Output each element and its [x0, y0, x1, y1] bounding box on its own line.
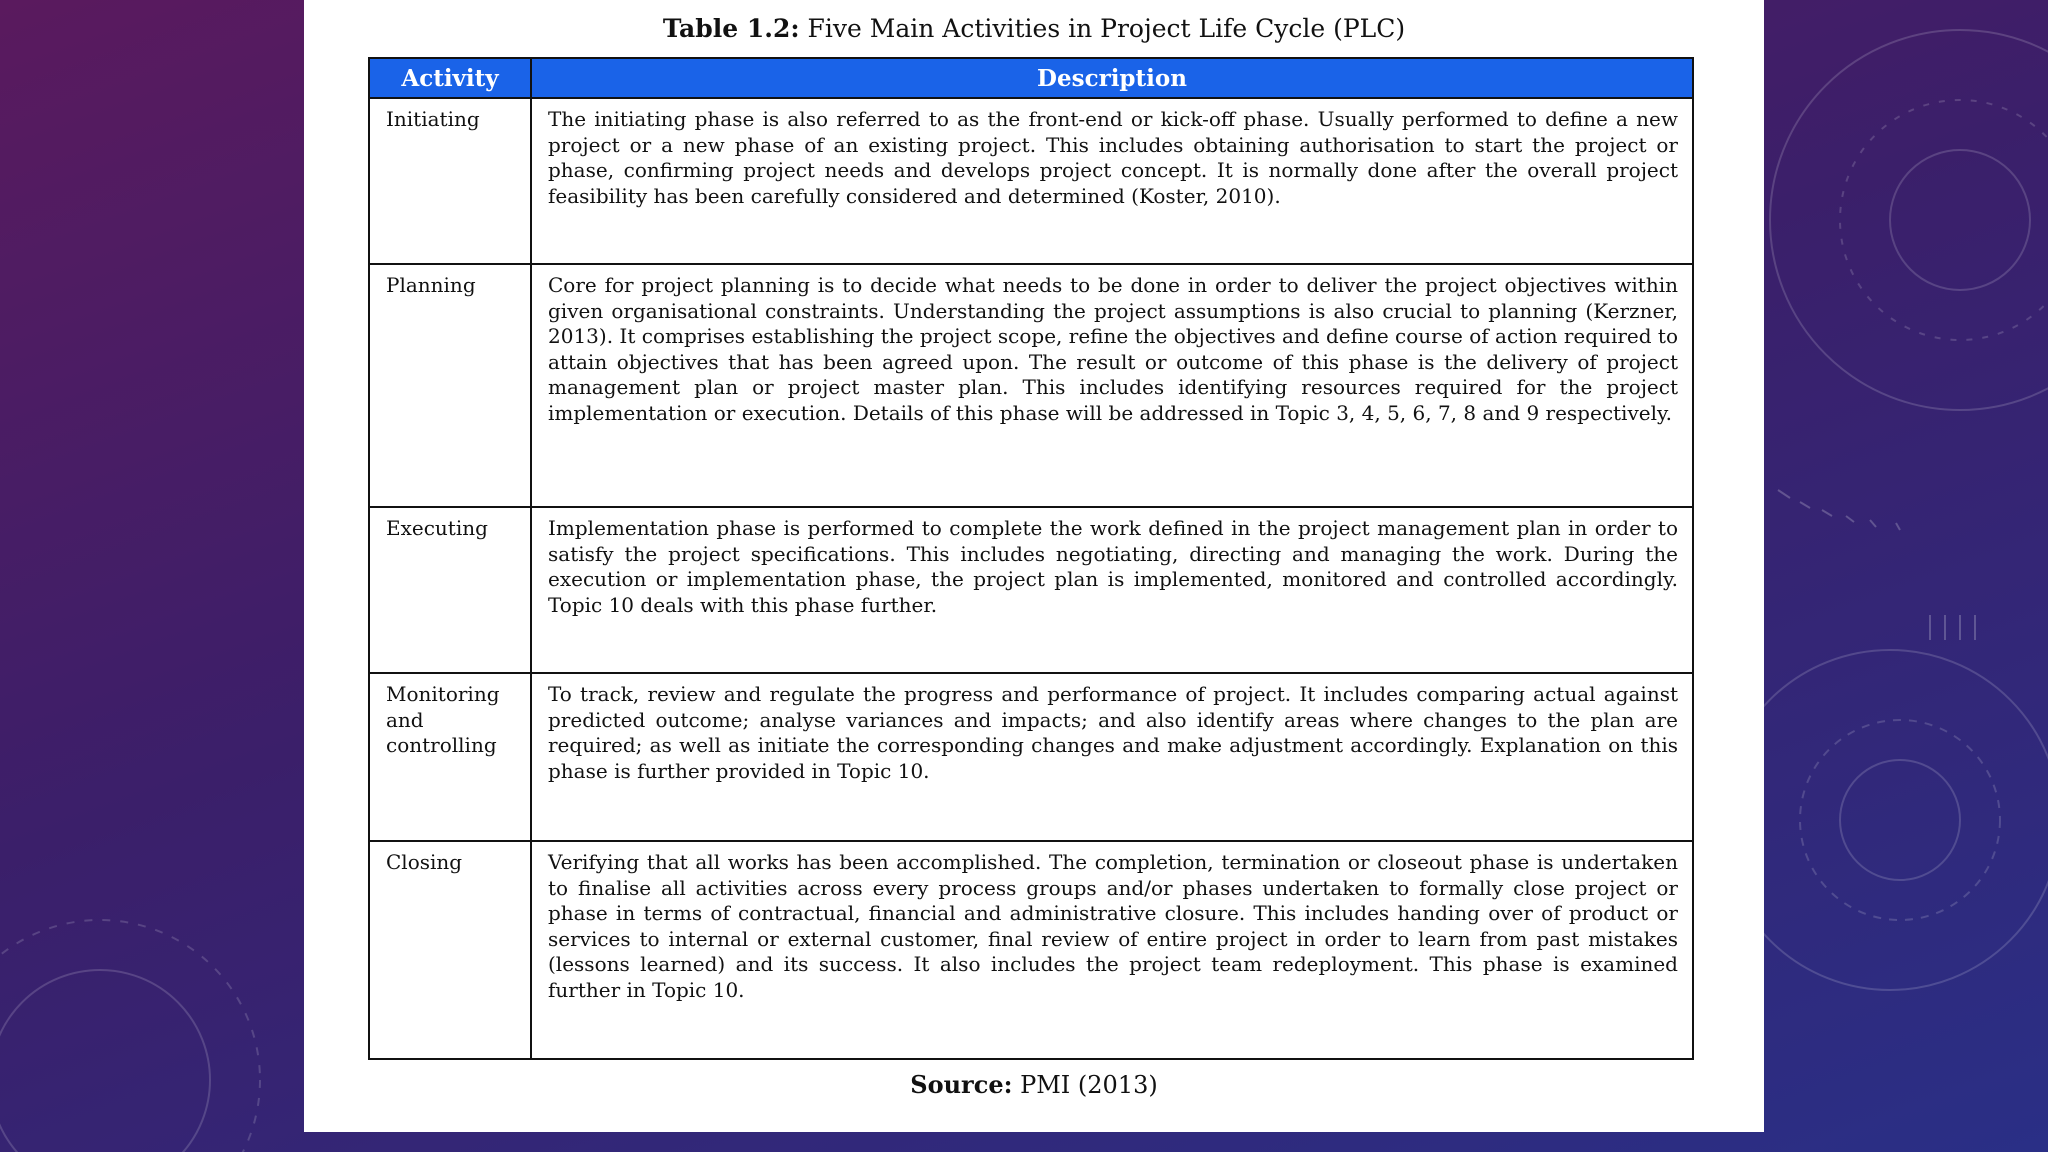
description-cell: To track, review and regulate the progress and performance of project. It includes comparing actual against predicted outcome; analyse variances and impacts; and also identify areas where changes to the plan are required; as well as initiate the corresponding changes and make adjustment accordingly. Explanation on this phase is further provided in Topic 10. [531, 673, 1693, 841]
table-row [369, 98, 1693, 264]
description-cell: Implementation phase is performed to complete the work defined in the project management plan in order to satisfy the project specifications. This includes negotiating, directing and managing the work. During the execution or implementation phase, the project plan is implemented, monitored and controlled accordingly. Topic 10 deals with this phase further. [531, 507, 1693, 673]
table-caption [304, 14, 1764, 43]
description-cell: Verifying that all works has been accomplished. The completion, termination or closeout phase is undertaken to finalise all activities across every process groups and/or phases undertaken to formally close project or phase in terms of contractual, financial and administrative closure. This includes handing over of product or services to internal or external customer, final review of entire project in order to learn from past mistakes (lessons learned) and its success. It also includes the project team redeployment. This phase is examined further in Topic 10. [531, 841, 1693, 1059]
table-source-note [304, 1070, 1764, 1099]
table-header-row [369, 58, 1693, 98]
activity-cell: Closing [369, 841, 531, 1059]
activity-cell: Executing [369, 507, 531, 673]
column-header-activity: Activity [369, 58, 531, 98]
activity-cell: Initiating [369, 98, 531, 264]
description-cell: Core for project planning is to decide what needs to be done in order to deliver the project objectives within given organisational constraints. Understanding the project assumptions is also crucial to planning (Kerzner, 2013). It comprises establishing the project scope, refine the objectives and define course of action required to attain objectives that has been agreed upon. The result or outcome of this phase is the delivery of project management plan or project master plan. This includes identifying resources required for the project implementation or execution. Details of this phase will be addressed in Topic 3, 4, 5, 6, 7, 8 and 9 respectively. [531, 264, 1693, 507]
table-row [369, 841, 1693, 1059]
plc-activities-table [368, 57, 1694, 1060]
table-row [369, 673, 1693, 841]
column-header-description: Description [531, 58, 1693, 98]
caption-text: Five Main Activities in Project Life Cycle (PLC) [799, 14, 1406, 43]
source-label: Source: [910, 1070, 1013, 1099]
activity-cell: Monitoring and controlling [369, 673, 531, 841]
caption-label: Table 1.2: [662, 14, 800, 43]
table-row [369, 264, 1693, 507]
activity-cell: Planning [369, 264, 531, 507]
table-row [369, 507, 1693, 673]
description-cell: The initiating phase is also referred to as the front-end or kick-off phase. Usually performed to define a new project or a new phase of an existing project. This includes obtaining authorisation to start the project or phase, confirming project needs and develops project concept. It is normally done after the overall project feasibility has been carefully considered and determined (Koster, 2010). [531, 98, 1693, 264]
source-text: PMI (2013) [1012, 1071, 1158, 1099]
document-page [304, 0, 1764, 1132]
